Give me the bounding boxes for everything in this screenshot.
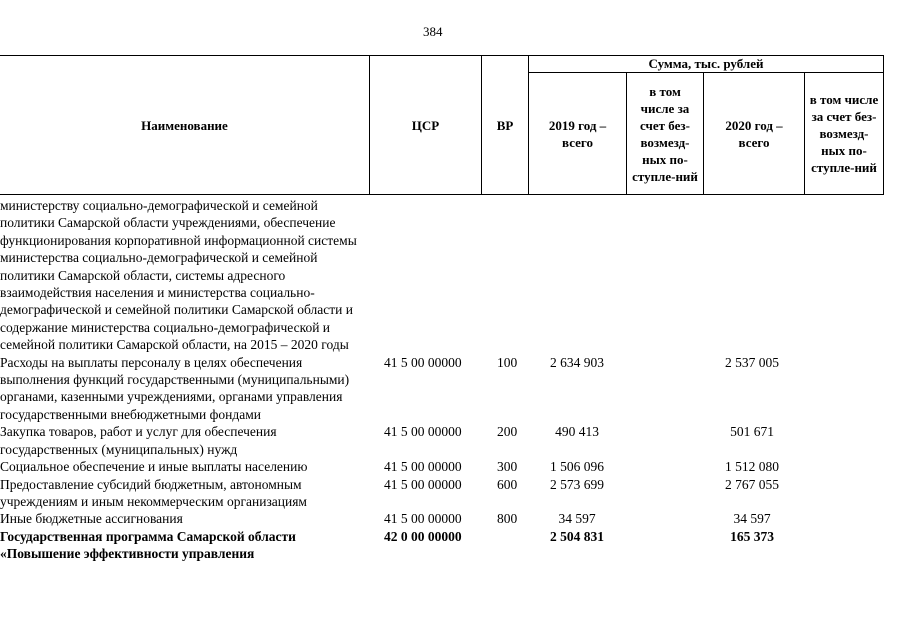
row-2019-total: 2 634 903 [550, 354, 604, 370]
row-2020-total: 165 373 [730, 528, 774, 544]
row-2019-total: 490 413 [555, 424, 599, 440]
table-row [0, 197, 884, 354]
col-divider [883, 55, 884, 195]
row-csr: 41 5 00 00000 [384, 424, 462, 440]
header-vr: ВР [496, 117, 514, 133]
row-csr: 41 5 00 00000 [384, 476, 462, 492]
table-row [0, 528, 884, 563]
row-csr: 42 0 00 00000 [384, 528, 462, 544]
row-2019-total: 34 597 [558, 511, 596, 527]
row-2019-total: 1 506 096 [550, 459, 604, 475]
row-2020-total: 2 767 055 [725, 476, 779, 492]
table-body [0, 197, 884, 563]
row-2020-total: 2 537 005 [725, 354, 779, 370]
row-csr: 41 5 00 00000 [384, 459, 462, 475]
row-2019-total: 2 504 831 [550, 528, 604, 544]
header-csr: ЦСР [411, 117, 440, 133]
header-2019-total: 2019 год – всего [548, 117, 607, 150]
table-header [0, 55, 884, 195]
table-row [0, 423, 884, 458]
row-name: Закупка товаров, работ и услуг для обеспечения государственных (муниципальных) нужд [0, 424, 277, 457]
table-row [0, 476, 884, 511]
row-csr: 41 5 00 00000 [384, 354, 462, 370]
row-vr: 300 [497, 459, 518, 475]
row-name: министерству социально-демографической и семейной политики Самарской области учреждениями, обеспечение функционирования корпоративной информационной системы министерства социально-демографической и семейной политики Самарской области, системы адресного взаимодействия населения и министерства социально-демографической и семейной политики Самарской области и содержание министерства социально-демографической и семейной политики Самарской области, на 2015 – 2020 годы [0, 198, 357, 353]
row-2020-total: 34 597 [733, 511, 771, 527]
row-name: Социальное обеспечение и иные выплаты населению [0, 459, 308, 475]
header-2020-total: 2020 год – всего [725, 117, 783, 150]
table-row [0, 510, 884, 527]
header-name: Наименование [141, 117, 228, 133]
table-row [0, 354, 884, 424]
row-csr: 41 5 00 00000 [384, 511, 462, 527]
row-name: Расходы на выплаты персоналу в целях обеспечения выполнения функций государственными (муниципальными) органами, казенными учреждениями, органами управления государственными внебюджетными фондами [0, 354, 350, 422]
header-2019-free: в том числе за счет без-возмезд-ных по-ступле-ний [632, 83, 698, 184]
row-vr: 600 [497, 476, 518, 492]
row-vr: 200 [497, 424, 518, 440]
row-name: Иные бюджетные ассигнования [0, 511, 183, 527]
header-2020-free: в том числе за счет без-возмезд-ных по-ступле-ний [809, 92, 879, 175]
row-vr: 800 [497, 511, 518, 527]
row-2019-total: 2 573 699 [550, 476, 604, 492]
row-name: Государственная программа Самарской области «Повышение эффективности управления [0, 528, 296, 562]
page-number: 384 [423, 24, 443, 39]
row-2020-total: 501 671 [730, 424, 774, 440]
row-2020-total: 1 512 080 [725, 459, 779, 475]
row-vr: 100 [497, 354, 518, 370]
table-row [0, 458, 884, 475]
header-sum-group: Сумма, тыс. рублей [648, 56, 764, 71]
row-name: Предоставление субсидий бюджетным, автономным учреждениям и иным некоммерческим организациям [0, 476, 307, 509]
